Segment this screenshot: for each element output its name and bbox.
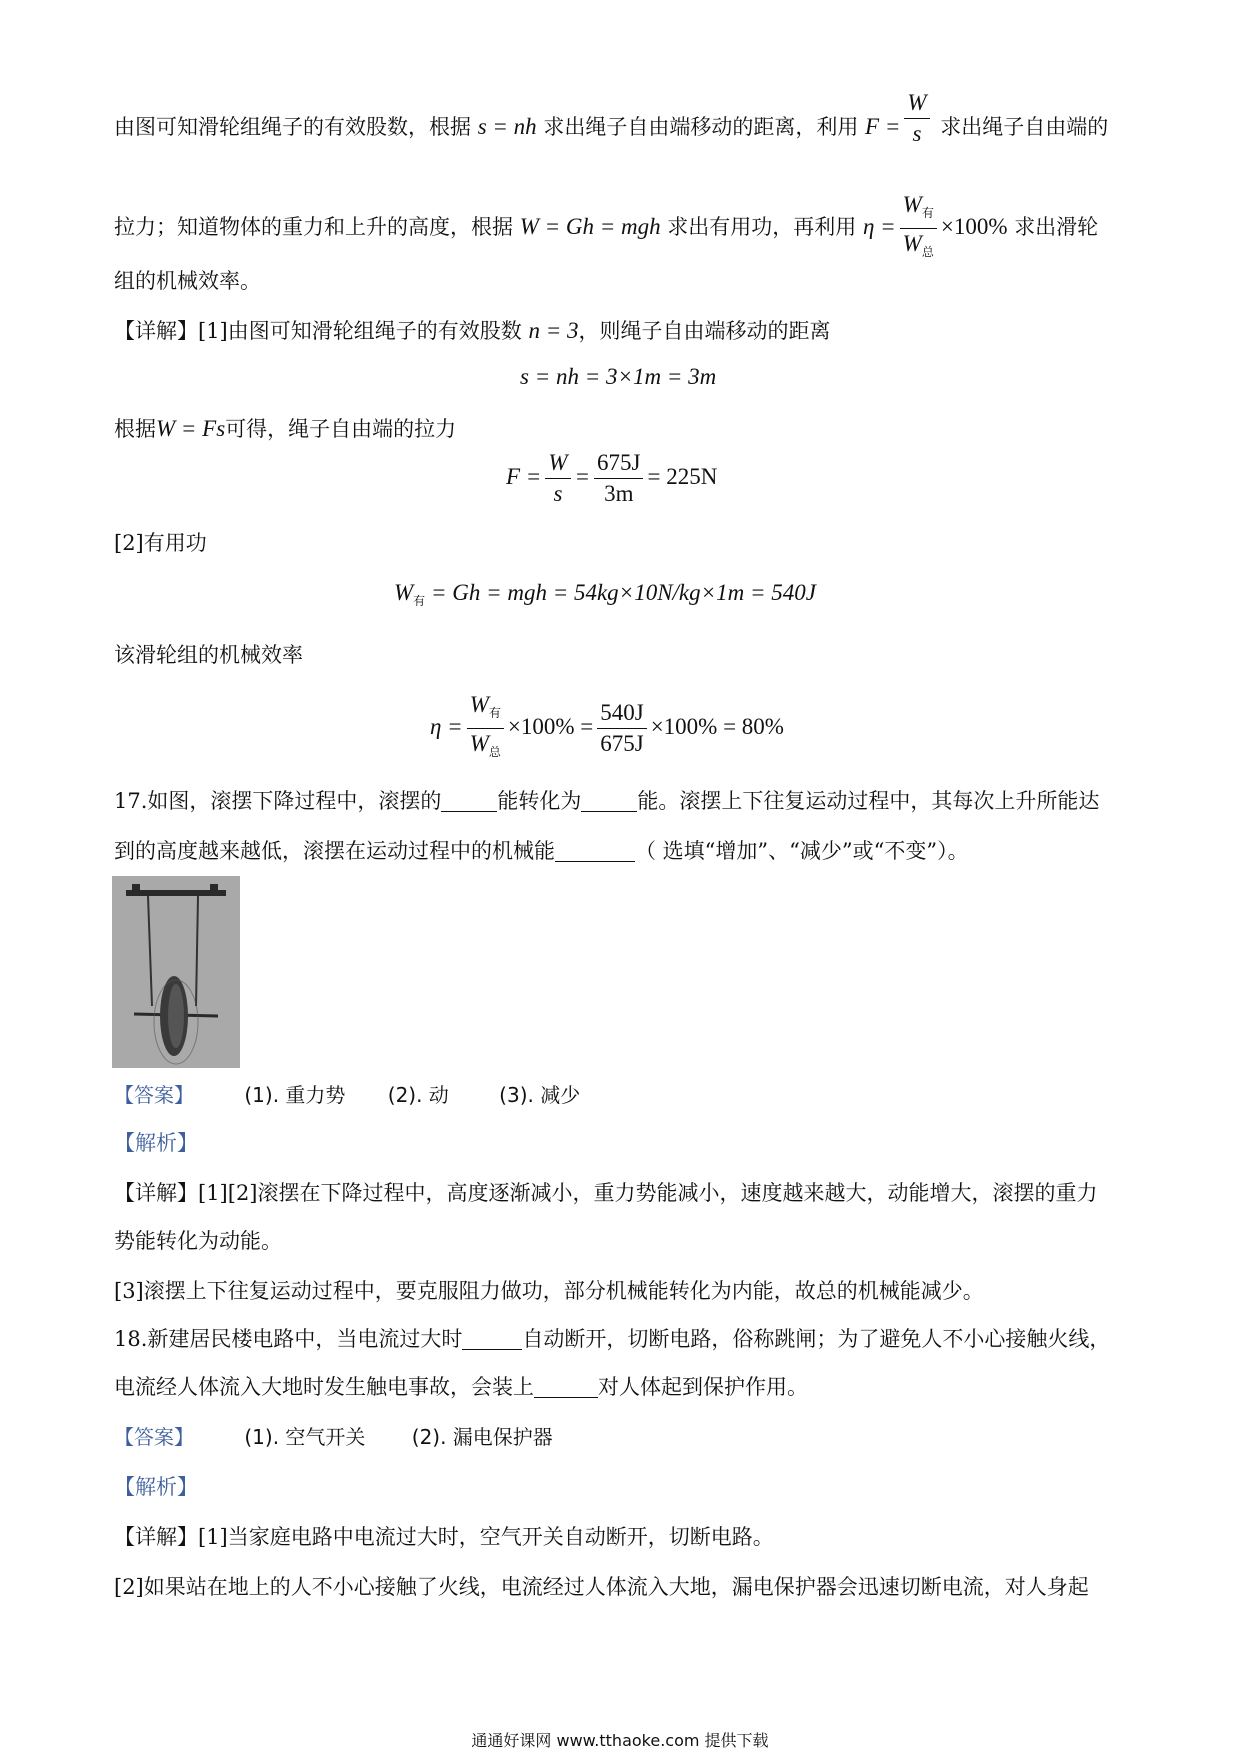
text: 18.新建居民楼电路中，当电流过大时: [114, 1327, 463, 1351]
percent-factor: ×100% =: [507, 713, 594, 739]
detail-18-line-1: [114, 1522, 774, 1552]
answer-label: 【答案】: [114, 1425, 194, 1449]
pendulum-photo: [112, 876, 240, 1068]
analysis-label-17: 【解析】: [114, 1131, 198, 1155]
analysis-label-18: 【解析】: [114, 1475, 198, 1499]
text: 求出有用功，再利用: [667, 215, 857, 239]
solution-line-2: [114, 190, 1098, 267]
solution-line-1: [114, 90, 1109, 149]
text: 拉力；知道物体的重力和上升的高度，根据: [114, 215, 513, 239]
detail-label: 【详解】: [114, 1181, 198, 1205]
equation-force: [506, 448, 717, 509]
detail-label: 【详解】: [114, 1525, 198, 1549]
answer-item: (2). 动: [387, 1083, 449, 1107]
text: 对人体起到保护作用。: [598, 1375, 808, 1399]
fraction-values: [597, 698, 646, 759]
numerator: [900, 190, 937, 229]
text: 自动断开，切断电路，俗称跳闸；为了避免人不小心接触火线，: [522, 1327, 1111, 1351]
solution-line-3: 组的机械效率。: [114, 269, 261, 293]
w-symbol: W: [902, 231, 922, 256]
denominator: [900, 229, 937, 267]
text: 电流经人体流入大地时发生触电事故，会装上: [114, 1375, 534, 1399]
detail-line-1: [114, 316, 830, 346]
answer-item: (1). 空气开关: [244, 1425, 366, 1449]
detail-line-4: 该滑轮组的机械效率: [114, 643, 303, 667]
answer-blank-1[interactable]: [462, 1327, 522, 1350]
text: 求出滑轮: [1014, 215, 1099, 239]
denominator: s: [553, 481, 563, 506]
result: = 225N: [647, 463, 718, 489]
text: [1]当家庭电路中电流过大时，空气开关自动断开，切断电路。: [198, 1525, 774, 1549]
text: 求出绳子自由端的: [940, 115, 1109, 139]
wheel-face: [168, 984, 184, 1048]
bar-end-left: [132, 884, 140, 894]
formula-n: n = 3: [528, 318, 579, 343]
denominator: 3m: [604, 481, 634, 506]
fraction-w-over-s: [545, 448, 570, 509]
answer-blank-2[interactable]: [534, 1375, 598, 1398]
numerator: [467, 690, 504, 729]
question-17-line-1: [114, 786, 1099, 816]
fraction-efficiency: [467, 690, 504, 767]
detail-line-2: [114, 414, 456, 444]
percent-factor: ×100%: [940, 214, 1008, 239]
fraction-values: [594, 448, 643, 509]
equals: =: [574, 463, 591, 489]
detail-17-line-1: [114, 1178, 1098, 1208]
text: 到的高度越来越低，滚摆在运动过程中的机械能: [114, 839, 555, 863]
formula-w-fs: W = Fs: [156, 416, 226, 441]
numerator: 675J: [594, 448, 643, 479]
formula-f-lhs: F =: [865, 114, 901, 139]
question-17-line-2: [114, 836, 969, 866]
text: 17.如图，滚摆下降过程中，滚摆的: [114, 789, 442, 813]
text: 能转化为: [497, 789, 582, 813]
question-18-line-2: [114, 1372, 808, 1402]
equation-useful-work: [394, 580, 816, 609]
page-footer: 通通好课网 www.tthaoke.com 提供下载: [471, 1731, 769, 1750]
equation-body: = Gh = mgh = 54kg×10N/kg×1m = 540J: [430, 580, 816, 605]
numerator: W: [545, 448, 570, 479]
answer-label: 【答案】: [114, 1083, 194, 1107]
formula-w-gh: W = Gh = mgh: [519, 214, 661, 239]
answer-blank-1[interactable]: [441, 789, 497, 812]
answer-blank-2[interactable]: [581, 789, 637, 812]
answer-item: (1). 重力势: [244, 1083, 346, 1107]
denominator: 675J: [600, 731, 644, 756]
bar-end-right: [210, 884, 218, 894]
equation-distance: s = nh = 3×1m = 3m: [520, 364, 717, 389]
text: （ 选填“增加”、“减少”或“不变”）。: [635, 839, 969, 863]
detail-18-line-2: [2]如果站在地上的人不小心接触了火线，电流经过人体流入大地，漏电保护器会迅速切断电流，对人身起: [114, 1575, 1089, 1599]
text: 求出绳子自由端移动的距离，利用: [543, 115, 859, 139]
lhs: η =: [430, 713, 463, 739]
numerator: W: [904, 88, 929, 119]
denominator: s: [912, 121, 922, 146]
formula-s-nh: s = nh: [477, 114, 537, 139]
detail-17-line-3: [3]滚摆上下往复运动过程中，要克服阻力做功，部分机械能转化为内能，故总的机械能减少。: [114, 1279, 984, 1303]
w-symbol: W: [394, 580, 414, 605]
subscript: 总: [921, 245, 934, 259]
formula-eta-lhs: η =: [862, 214, 896, 239]
result: ×100% = 80%: [650, 713, 784, 739]
w-symbol: W: [469, 692, 489, 717]
text: ，则绳子自由端移动的距离: [578, 319, 831, 343]
detail-17-line-2: 势能转化为动能。: [114, 1229, 282, 1253]
answer-item: (2). 漏电保护器: [411, 1425, 553, 1449]
text: 根据: [114, 417, 156, 441]
fraction-efficiency: [900, 190, 937, 267]
text: 可得，绳子自由端的拉力: [225, 417, 457, 441]
text: 能。滚摆上下往复运动过程中，其每次上升所能达: [637, 789, 1100, 813]
question-18-line-1: [114, 1324, 1110, 1354]
answer-18: [114, 1422, 553, 1452]
w-symbol: W: [902, 192, 922, 217]
denominator: [467, 729, 504, 767]
subscript: 有: [921, 206, 934, 220]
fraction-w-over-s: [904, 88, 929, 149]
numerator: 540J: [597, 698, 646, 729]
detail-label: 【详解】: [114, 319, 198, 343]
answer-17: [114, 1080, 580, 1110]
detail-line-3: [2]有用功: [114, 531, 207, 555]
lhs: F =: [506, 463, 542, 489]
answer-item: (3). 减少: [499, 1083, 581, 1107]
subscript: 有: [413, 594, 426, 608]
subscript: 有: [488, 706, 501, 720]
answer-blank-3[interactable]: [555, 839, 635, 862]
w-symbol: W: [469, 731, 489, 756]
text: 由图可知滑轮组绳子的有效股数，根据: [114, 115, 471, 139]
subscript: 总: [488, 745, 501, 759]
text: [1][2]滚摆在下降过程中，高度逐渐减小，重力势能减小，速度越来越大，动能增大，滚摆的重力: [198, 1181, 1098, 1205]
text: [1]由图可知滑轮组绳子的有效股数: [198, 319, 522, 343]
equation-efficiency: [430, 690, 784, 767]
